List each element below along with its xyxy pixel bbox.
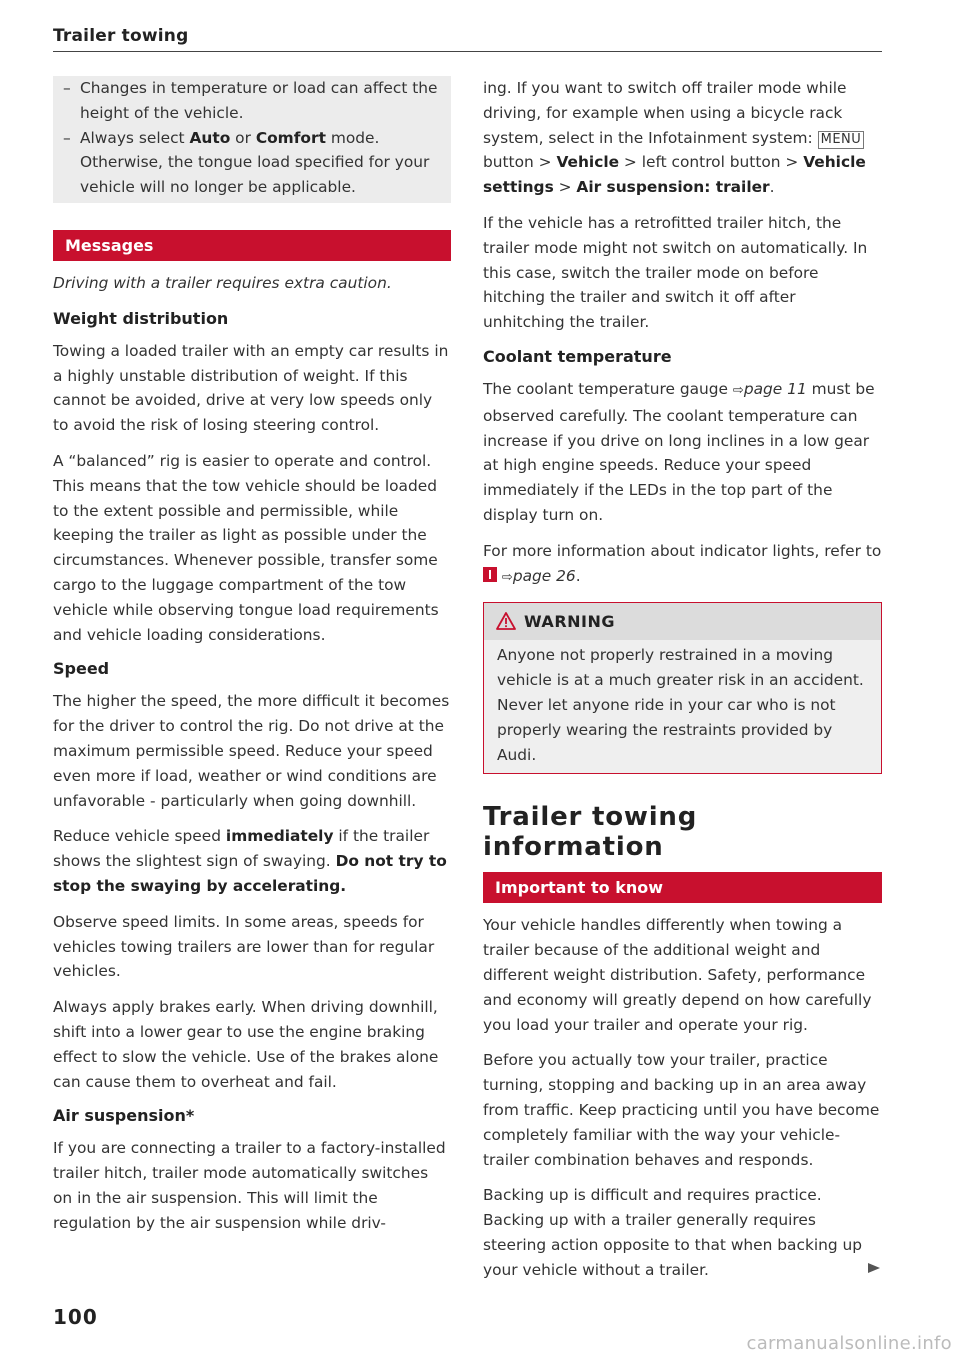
note-item: – Changes in temperature or load can affect the height of the vehicle. bbox=[53, 76, 441, 126]
right-column bbox=[483, 76, 882, 1293]
page-reference-link[interactable]: ⇨page 26 bbox=[501, 566, 576, 585]
warning-title: WARNING bbox=[524, 612, 615, 632]
coolant-paragraph: The coolant temperature gauge ⇨page 11 must be observed carefully. The coolant temperature can increase if you drive on long inclines in a low gear at high engine speeds. Reduce your speed immediately if the LEDs in the top part of the display turn on. bbox=[483, 379, 875, 524]
note-box bbox=[53, 76, 451, 203]
page-reference-link[interactable]: ⇨page 11 bbox=[732, 379, 807, 398]
messages-intro: Driving with a trailer requires extra caution. bbox=[53, 273, 392, 292]
important-section-bar: Important to know bbox=[483, 872, 882, 903]
note-list bbox=[53, 76, 441, 200]
arrow-right-icon: ⇨ bbox=[501, 569, 513, 585]
retrofit-paragraph: If the vehicle has a retrofitted trailer hitch, the trailer mode might not switch on automatically. In this case, switch the trailer mode on before hitching the trailer and switch it off after unhitching the trailer. bbox=[483, 213, 868, 332]
menu-key-label: MENU bbox=[818, 131, 865, 149]
note-item: – Always select Auto or Comfort mode. Otherwise, the tongue load specified for your vehicle will no longer be applicable. bbox=[53, 126, 441, 200]
section-title: Trailer towing information bbox=[483, 802, 698, 863]
header-title: Trailer towing bbox=[53, 26, 189, 46]
coolant-heading: Coolant temperature bbox=[483, 346, 672, 366]
towing-paragraph: Backing up is difficult and requires practice. Backing up with a trailer generally requires steering action opposite to that when backing up your vehicle without a trailer. bbox=[483, 1186, 863, 1279]
air-suspension-heading: Air suspension* bbox=[53, 1106, 195, 1126]
warning-triangle-icon bbox=[496, 612, 516, 630]
weight-paragraph: Towing a loaded trailer with an empty car results in a highly unstable distribution of weight. If this cannot be avoided, drive at very low speeds only to avoid the risk of losing steering control. bbox=[53, 341, 449, 435]
coolant-paragraph: For more information about indicator lights, refer to ⇨page 26. bbox=[483, 541, 882, 585]
speed-heading: Speed bbox=[53, 659, 110, 679]
warning-header bbox=[484, 603, 881, 640]
air-suspension-paragraph: If you are connecting a trailer to a factory-installed trailer hitch, trailer mode automatically switches on in the air suspension. This will limit the regulation by the air suspension while driv- bbox=[53, 1139, 446, 1232]
running-header bbox=[53, 26, 882, 52]
speed-paragraph: Always apply brakes early. When driving downhill, shift into a lower gear to use the engine braking effect to slow the vehicle. Use of the brakes alone can cause them to overheat and fail. bbox=[53, 998, 439, 1091]
arrow-right-icon: ⇨ bbox=[732, 382, 744, 398]
speed-paragraph: Reduce vehicle speed immediately if the trailer shows the slightest sign of swaying. Do not try to stop the swaying by accelerating. bbox=[53, 827, 447, 895]
weight-distribution-heading: Weight distribution bbox=[53, 308, 229, 328]
left-column bbox=[53, 76, 451, 1246]
speed-paragraph: Observe speed limits. In some areas, speeds for vehicles towing trailers are lower than for regular vehicles. bbox=[53, 912, 435, 981]
towing-paragraph: Your vehicle handles differently when towing a trailer because of the additional weight and different weight distribution. Safety, performance and economy will greatly depend on how carefully you load your trailer and operate your rig. bbox=[483, 916, 872, 1034]
towing-paragraph: Before you actually tow your trailer, practice turning, stopping and backing up in an area away from traffic. Keep practicing until you have become completely familiar with the way your vehicle-trailer combination behaves and responds. bbox=[483, 1051, 880, 1169]
warning-box bbox=[483, 602, 882, 774]
speed-paragraph: The higher the speed, the more difficult it becomes for the driver to control the rig. Do not drive at the maximum permissible speed. Reduce your speed even more if load, weather or wind conditions are unfavorable - particularly when going downhill. bbox=[53, 692, 450, 810]
weight-paragraph: A “balanced” rig is easier to operate and control. This means that the tow vehicle should be loaded to the extent possible and permissible, while keeping the trailer as light as possible under the circumstances. Whenever possible, transfer some cargo to the luggage compartment of the tow vehicle while observing tongue load requirements and vehicle loading considerations. bbox=[53, 451, 439, 644]
continue-arrow-icon bbox=[866, 1262, 882, 1274]
warning-text: Anyone not properly restrained in a moving vehicle is at a much greater risk in an accident. Never let anyone ride in your car who is not properly wearing the restraints provided by Audi. bbox=[497, 646, 864, 764]
air-suspension-continued: ing. If you want to switch off trailer mode while driving, for example when using a bicycle rack system, select in the Infotainment system: MENU button > Vehicle > left control button > Vehicle settings > Air suspension: trailer. bbox=[483, 79, 866, 197]
page-number: 100 bbox=[53, 1305, 98, 1329]
messages-section-bar: Messages bbox=[53, 230, 451, 261]
coolant-indicator-icon bbox=[483, 567, 497, 582]
warning-body bbox=[484, 640, 881, 773]
watermark-link[interactable]: carmanualsonline.info bbox=[746, 1333, 952, 1354]
last-paragraph-wrap bbox=[483, 1183, 882, 1282]
